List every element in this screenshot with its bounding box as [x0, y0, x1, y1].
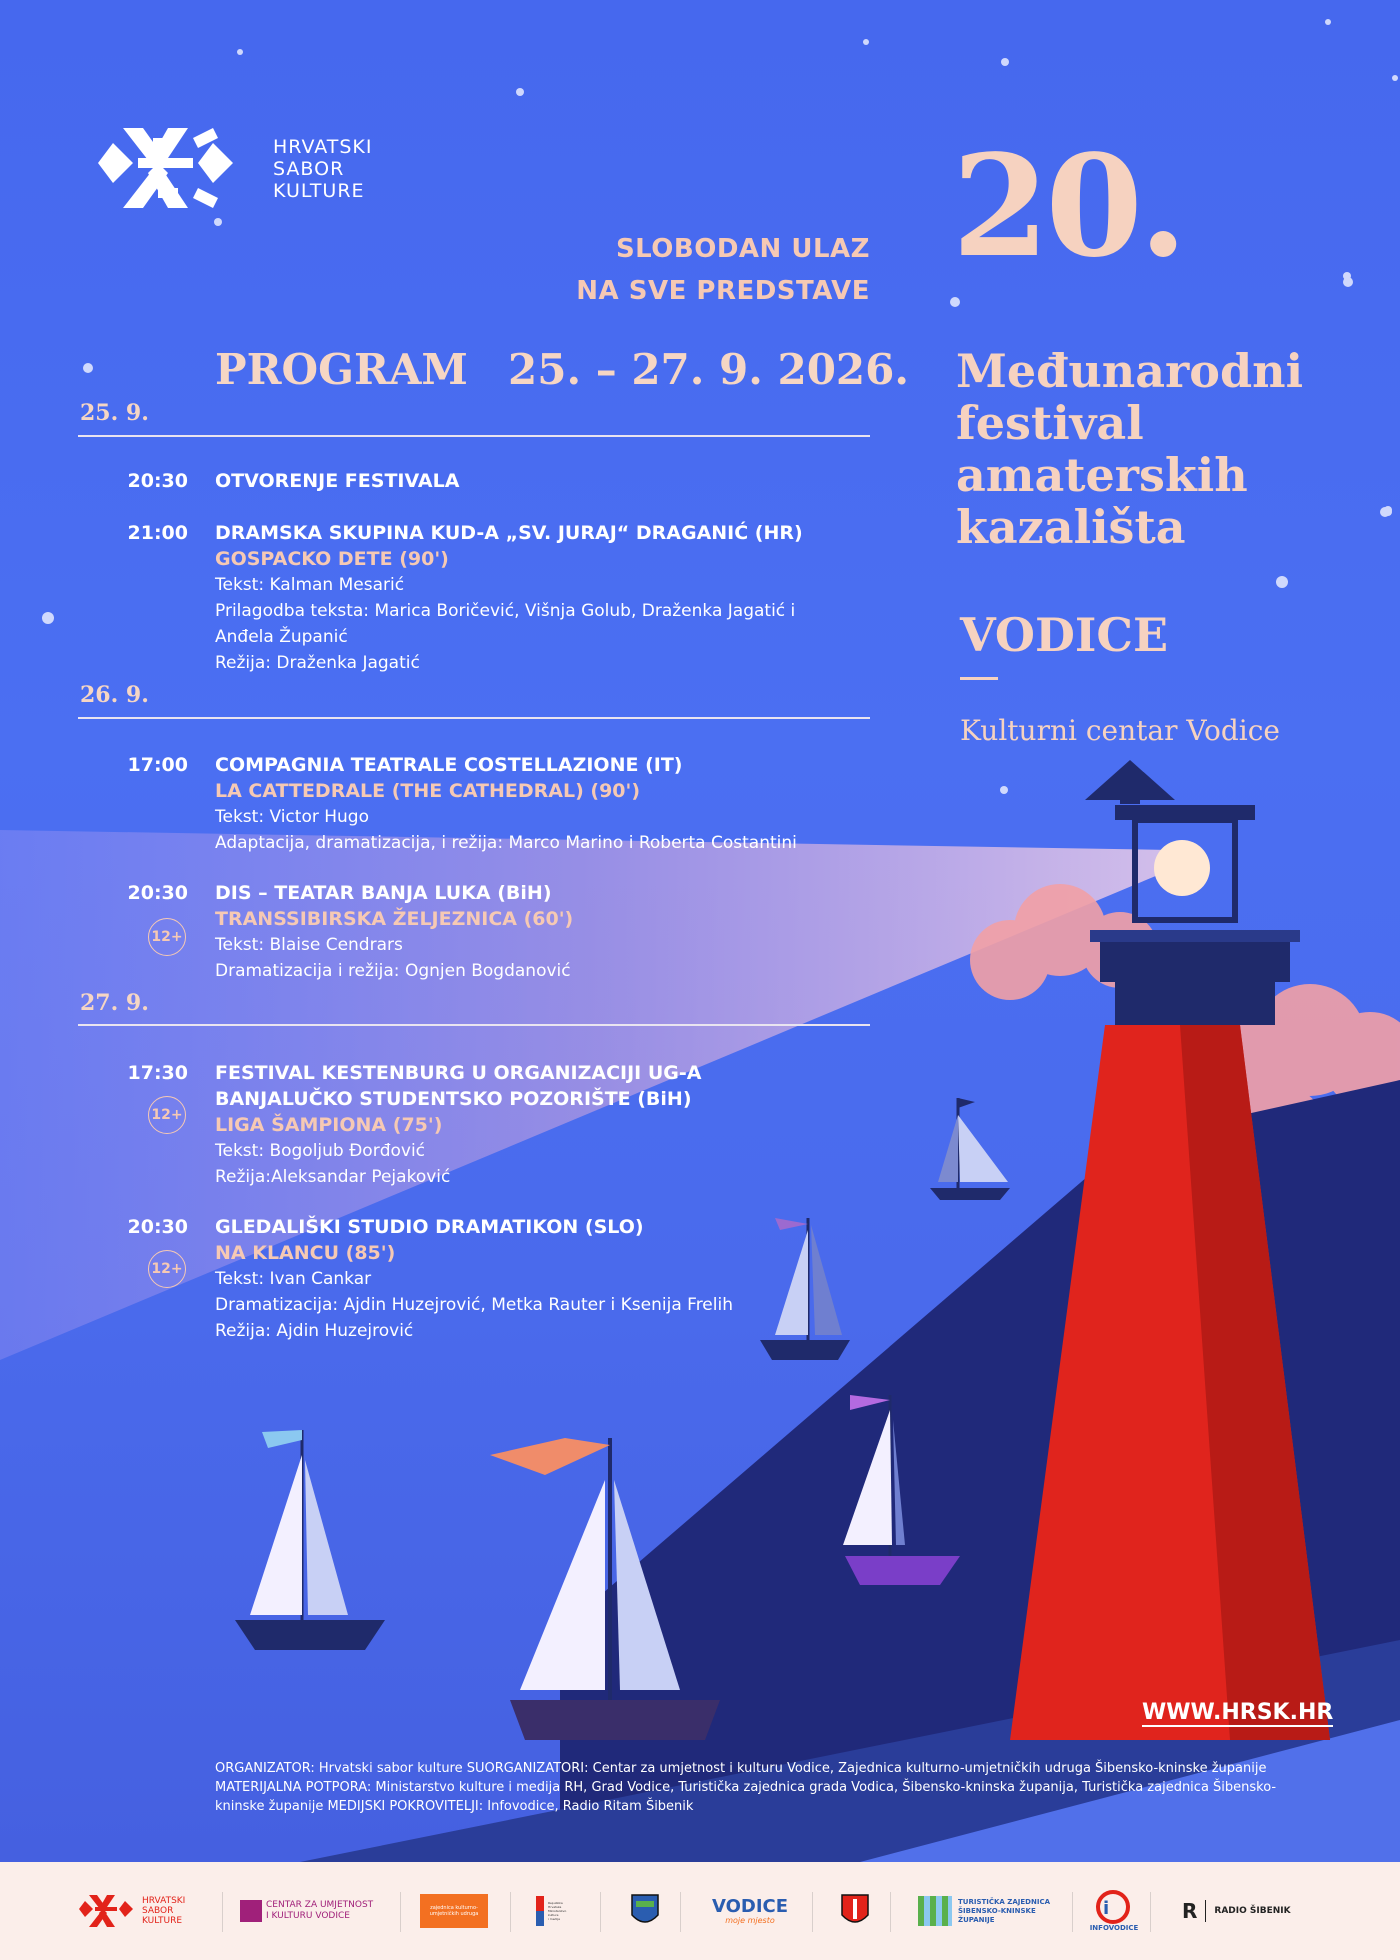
sailboat [490, 1438, 720, 1740]
sailboat [760, 1218, 850, 1360]
edition-number: 20. [952, 125, 1184, 289]
age-rating-badge: 12+ [148, 1250, 186, 1288]
event-title: BANJALUČKO STUDENTSKO POZORIŠTE (BiH) [215, 1088, 692, 1110]
event-entry [215, 752, 797, 856]
age-rating-badge: 12+ [148, 918, 186, 956]
event-detail: Tekst: Victor Hugo [215, 807, 369, 827]
event-play: LA CATTEDRALE (THE CATHEDRAL) (90') [215, 780, 641, 802]
sponsor-text: zajednica kulturno-umjetničkih udruga [429, 1905, 479, 1917]
sponsor-text: VODICE [711, 1895, 789, 1917]
event-play: TRANSSIBIRSKA ŽELJEZNICA (60') [215, 908, 574, 930]
event-time: 21:00 [127, 522, 188, 544]
hsk-logo-icon [76, 1891, 136, 1931]
divider [510, 1892, 511, 1932]
sponsor-text: SABOR [142, 1906, 174, 1916]
city-name: VODICE [960, 608, 1169, 662]
event-title: OTVORENJE FESTIVALA [215, 470, 460, 492]
sponsor-text: I KULTURU VODICE [266, 1911, 350, 1921]
event-title: DRAMSKA SKUPINA KUD-A „SV. JURAJ“ DRAGANIĆ (HR) [215, 522, 803, 544]
day-divider [78, 1024, 870, 1026]
venue-name: Kulturni centar Vodice [960, 714, 1281, 747]
crest-icon [630, 1893, 660, 1929]
sailboat [930, 1098, 1010, 1200]
tz-logo-icon [918, 1896, 952, 1926]
festival-name-line: festival [956, 396, 1144, 450]
event-detail: Adaptacija, dramatizacija, i režija: Marco Marino i Roberta Costantini [215, 833, 797, 853]
free-entry-notice [420, 228, 870, 312]
sponsor-vodice-crest [830, 1894, 880, 1928]
event-play: LIGA ŠAMPIONA (75') [215, 1114, 443, 1136]
divider [960, 677, 998, 680]
divider [1072, 1892, 1073, 1932]
sponsor-text: ŽUPANIJE [958, 1915, 995, 1924]
festival-name-line: amaterskih [956, 448, 1248, 502]
day-header: 25. 9. [80, 400, 149, 426]
event-title: DIS – TEATAR BANJA LUKA (BiH) [215, 882, 552, 904]
event-time: 20:30 [127, 1216, 188, 1238]
divider [400, 1892, 401, 1932]
credits-line: kninske županije MEDIJSKI POKROVITELJI: Infovodice, Radio Ritam Šibenik [215, 1799, 694, 1814]
festival-name [956, 345, 1303, 553]
event-detail: Režija:Aleksandar Pejaković [215, 1167, 451, 1187]
event-entry [215, 520, 803, 676]
radio-logo-icon: R [1182, 1899, 1198, 1923]
sponsor-text: TURISTIČKA ZAJEDNICA [958, 1897, 1050, 1906]
crest-icon [840, 1893, 870, 1929]
divider [680, 1892, 681, 1932]
sponsor-text: i medija [548, 1917, 560, 1921]
event-entry [215, 880, 573, 984]
website-link[interactable]: WWW.HRSK.HR [1142, 1700, 1334, 1725]
sponsor-strip [0, 1862, 1400, 1960]
infovodice-logo-icon [1093, 1890, 1135, 1924]
sponsor-vodice-tourism [700, 1894, 800, 1928]
day-header: 26. 9. [80, 682, 149, 708]
age-rating-badge: 12+ [148, 1096, 186, 1134]
day-divider [78, 435, 870, 437]
ministry-logo-icon [536, 1896, 544, 1926]
logo-line: HRVATSKI [273, 136, 373, 158]
sponsor-ministry [536, 1894, 596, 1928]
divider [1150, 1892, 1151, 1932]
event-time: 20:30 [127, 882, 188, 904]
event-play: NA KLANCU (85') [215, 1242, 396, 1264]
event-time: 17:30 [127, 1062, 188, 1084]
event-detail: Tekst: Kalman Mesarić [215, 575, 405, 595]
event-time: 17:00 [127, 754, 188, 776]
sponsor-hsk [76, 1894, 216, 1928]
program-label: PROGRAM [215, 345, 468, 394]
sailboat [843, 1395, 960, 1585]
sponsor-text: ŠIBENSKO-KNINSKE [958, 1906, 1036, 1915]
event-detail: Dramatizacija i režija: Ognjen Bogdanović [215, 961, 571, 981]
event-title: GLEDALIŠKI STUDIO DRAMATIKON (SLO) [215, 1216, 644, 1238]
sponsor-county-crest [620, 1894, 670, 1928]
organizer-logo-text [273, 136, 372, 202]
event-time: 20:30 [127, 470, 188, 492]
free-entry-line: SLOBODAN ULAZ [615, 234, 870, 264]
sponsor-radio [1182, 1894, 1322, 1928]
event-detail: Tekst: Blaise Cendrars [215, 935, 403, 955]
credits-line: MATERIJALNA POTPORA: Ministarstvo kulture i medija RH, Grad Vodice, Turistička zajednica grada Vodica, Šibensko-kninska županija, Turistička zajednica Šibensko- [215, 1780, 1277, 1795]
sponsor-text: RADIO ŠIBENIK [1214, 1906, 1291, 1916]
divider [890, 1892, 891, 1932]
sponsor-text: Republika [548, 1901, 563, 1905]
festival-name-line: kazališta [956, 500, 1186, 554]
sponsor-text: Hrvatska [548, 1905, 562, 1909]
divider [222, 1892, 223, 1932]
divider [600, 1892, 601, 1932]
event-detail: Tekst: Ivan Cankar [215, 1269, 372, 1289]
sponsor-text: Ministarstvo [548, 1909, 567, 1913]
event-entry [215, 1214, 733, 1344]
event-entry [215, 468, 459, 494]
sponsor-zkuu [420, 1894, 488, 1928]
day-divider [78, 717, 870, 719]
day-header: 27. 9. [80, 990, 149, 1016]
free-entry-line: NA SVE PREDSTAVE [576, 276, 870, 306]
sailboat [235, 1430, 385, 1650]
festival-name-line: Međunarodni [956, 344, 1304, 398]
sponsor-text: INFOVODICE [1089, 1924, 1139, 1932]
credits-line: ORGANIZATOR: Hrvatski sabor kulture SUORGANIZATORI: Centar za umjetnost i kulturu Vodice, Zajednica kulturno-umjetničkih udruga Šibensko-kninske županije [215, 1761, 1267, 1776]
event-title: COMPAGNIA TEATRALE COSTELLAZIONE (IT) [215, 754, 683, 776]
divider [1205, 1900, 1206, 1922]
sponsor-tz-county [918, 1894, 1068, 1928]
svg-text:i: i [1103, 1898, 1110, 1919]
sponsor-centar [240, 1894, 390, 1928]
divider [812, 1892, 813, 1932]
event-detail: Režija: Draženka Jagatić [215, 653, 420, 673]
program-dates: 25. – 27. 9. 2026. [508, 345, 909, 394]
event-play: GOSPACKO DETE (90') [215, 548, 449, 570]
sponsor-text: KULTURE [142, 1916, 183, 1926]
event-detail: Režija: Ajdin Huzejrović [215, 1321, 414, 1341]
sponsor-text: moje mjesto [725, 1915, 775, 1925]
logo-line: KULTURE [273, 180, 365, 202]
sponsor-text: kulture [548, 1913, 559, 1917]
event-detail: Dramatizacija: Ajdin Huzejrović, Metka Rauter i Ksenija Frelih [215, 1295, 733, 1315]
event-detail: Prilagodba teksta: Marica Boričević, Višnja Golub, Draženka Jagatić i [215, 601, 796, 621]
event-detail: Tekst: Bogoljub Đorđović [215, 1141, 426, 1161]
hsk-logo-icon [98, 118, 233, 218]
logo-line: SABOR [273, 158, 345, 180]
sponsor-text: HRVATSKI [142, 1896, 186, 1906]
sponsor-infovodice [1086, 1886, 1142, 1936]
sponsor-text: CENTAR ZA UMJETNOST [266, 1900, 374, 1910]
credits [215, 1759, 1325, 1816]
event-detail: Anđela Županić [215, 627, 348, 647]
centar-logo-icon [240, 1900, 262, 1922]
event-title: FESTIVAL KESTENBURG U ORGANIZACIJI UG-A [215, 1062, 702, 1084]
event-entry [215, 1060, 701, 1190]
